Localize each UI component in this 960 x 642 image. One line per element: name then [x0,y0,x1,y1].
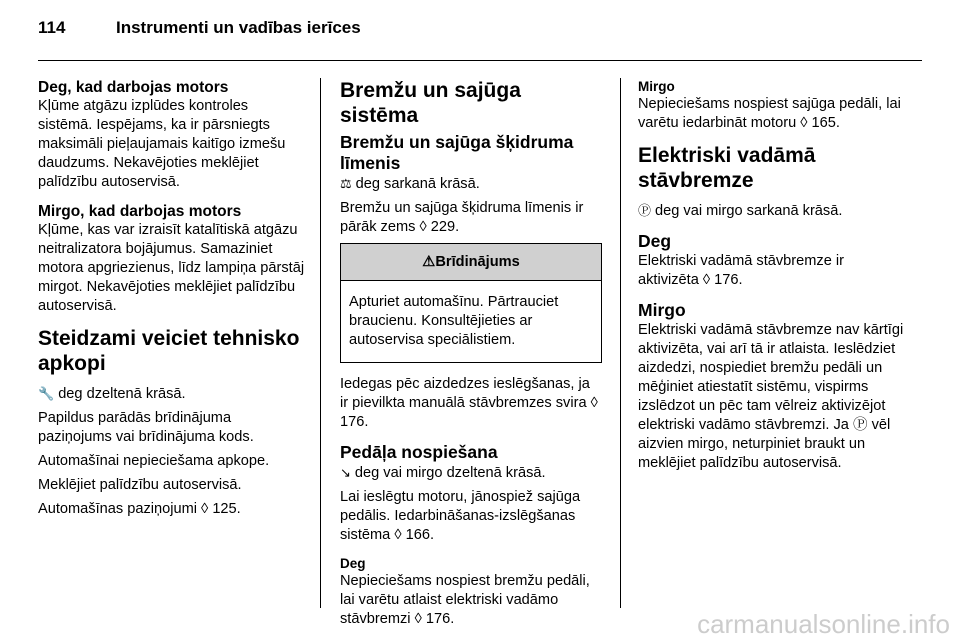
paragraph: Automašīnas paziņojumi ◊ 125. [38,501,241,517]
heading-service: Steidzami veiciet tehnisko apkopi [38,327,300,375]
watermark: carmanualsonline.info [697,609,950,639]
paragraph: ⚖ deg sarkanā krāsā. [340,176,480,192]
heading-flash: Mirgo [638,79,675,94]
column-right [638,78,906,473]
wrench-car-icon: 🔧 [38,386,55,401]
heading-flash: Mirgo [638,300,686,320]
pedal-icon: ↘ [340,465,351,480]
paragraph: Kļūme atgāzu izplūdes kontroles sistēmā. Iespējams, ka ir pārsniegts maksimāli pieļaujamais kaitīgo izmešu daudzums. Nekavējoties meklējiet palīdzību autoservisā. [38,98,286,190]
brake-fluid-icon: ⚖ [340,176,352,191]
column-middle [340,78,602,629]
heading-on: Deg [340,556,366,571]
warning-triangle-icon: ⚠ [422,254,436,270]
paragraph: ↘ deg vai mirgo dzeltenā krāsā. [340,465,546,481]
parking-brake-icon: Ⓟ [638,203,652,218]
heading-on-running: Deg, kad darbojas motors [38,79,229,96]
paragraph: Kļūme, kas var izraisīt katalītiskā atgāzu neitralizatora bojājumus. Samaziniet motora apgriezienus, līdz lampiņa pārstāj mirgot. Nekavējoties meklējiet palīdzību autoservisā. [38,222,305,314]
heading-brake-system: Bremžu un sajūga sistēma [340,79,521,127]
paragraph: Bremžu un sajūga šķidruma līmenis ir pārāk zems ◊ 229. [340,200,584,235]
parking-brake-icon: Ⓟ [852,417,868,433]
chapter-title: Instrumenti un vadības ierīces [116,18,361,37]
paragraph: Nepieciešams nospiest bremžu pedāli, lai varētu atlaist elektriski vadāmo stāvbremzi ◊ 176. [340,573,590,627]
heading-flash-running: Mirgo, kad darbojas motors [38,203,242,220]
paragraph: Meklējiet palīdzību autoservisā. [38,477,242,493]
paragraph: Elektriski vadāmā stāvbremze nav kārtīgi aktivizēta, vai arī tā ir atlaista. Ieslēdziet aizdedzi, nospiediet bremžu pedāli un mēģiniet atiestatīt sistēmu, vispirms izslēdzot un pēc tam vēlreiz aktivizējot elektriski vadāmo stāvbremzi. Ja Ⓟ vēl aizvien mirgo, neturpiniet braukt un meklējiet palīdzību autoservisā. [638,322,904,471]
paragraph: Elektriski vadāmā stāvbremze ir aktivizēta ◊ 176. [638,253,844,288]
paragraph: Nepieciešams nospiest sajūga pedāli, lai varētu iedarbināt motoru ◊ 165. [638,96,901,131]
heading-on: Deg [638,231,672,251]
paragraph: Iedegas pēc aizdedzes ieslēgšanas, ja ir pievilkta manuālā stāvbremzes svira ◊ 176. [340,376,598,430]
page-number: 114 [38,18,66,37]
header-rule [38,60,922,61]
paragraph: Ⓟ deg vai mirgo sarkanā krāsā. [638,203,843,219]
warning-text: Apturiet automašīnu. Pārtrauciet braucienu. Konsultējieties ar autoservisa speciālistiem. [349,294,559,348]
warning-box [340,243,602,363]
column-left [38,78,306,519]
heading-fluid-level: Bremžu un sajūga šķidruma līmenis [340,132,574,173]
warning-title: ⚠Brīdinājums [341,244,601,281]
paragraph: Lai ieslēgtu motoru, jānospiež sajūga pedālis. Iedarbināšanas-izslēgšanas sistēma ◊ 166. [340,489,581,543]
column-divider [620,78,621,608]
heading-pedal: Pedāļa nospiešana [340,442,498,462]
column-divider [320,78,321,608]
heading-epb: Elektriski vadāmā stāvbremze [638,144,816,192]
paragraph: Automašīnai nepieciešama apkope. [38,453,270,469]
paragraph: Papildus parādās brīdinājuma paziņojums vai brīdinājuma kods. [38,410,254,445]
paragraph: 🔧 deg dzeltenā krāsā. [38,386,186,402]
page-header [38,18,361,38]
